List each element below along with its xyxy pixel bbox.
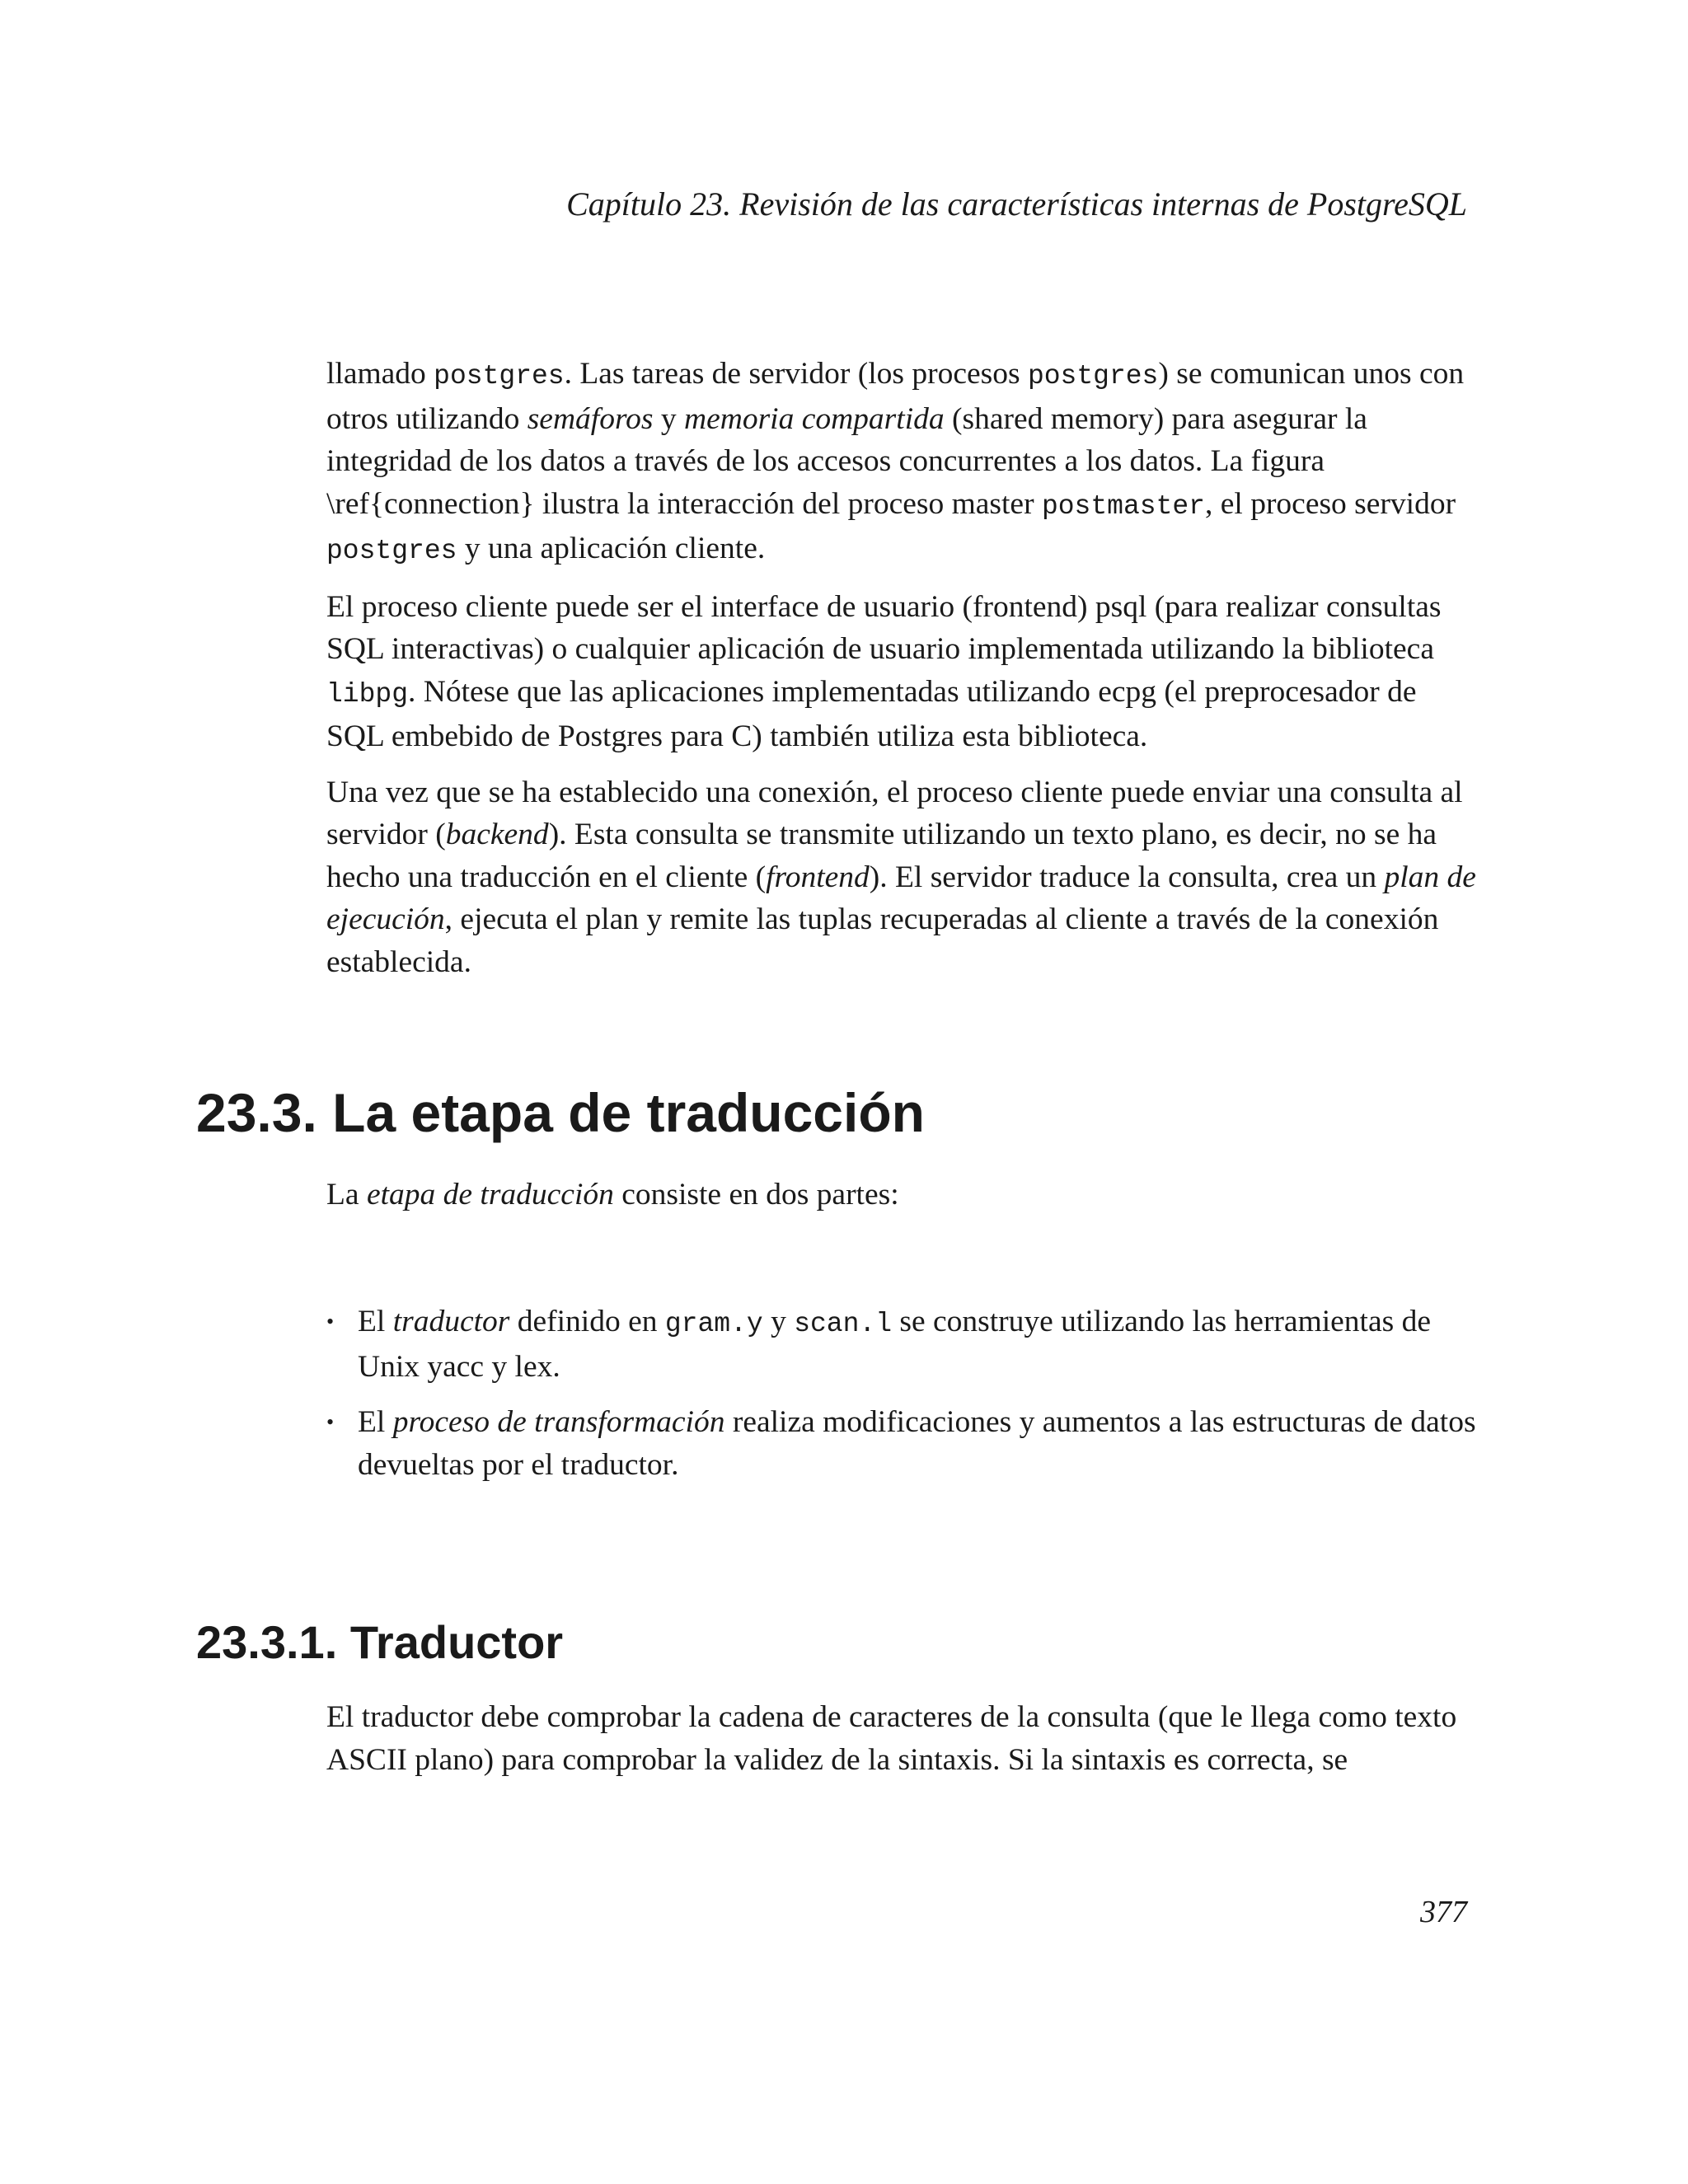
code-gram-y: gram.y [664,1309,763,1339]
bullet-list [326,1301,1480,1499]
list-item: • El traductor definido en gram.y y scan.l se construye utilizando las herramientas de Unix yacc y lex. [326,1301,1480,1388]
code-postgres: postgres [434,361,565,391]
code-postgres: postgres [1027,361,1159,391]
running-header: Capítulo 23. Revisión de las características internas de PostgreSQL [566,185,1467,223]
code-postmaster: postmaster [1041,490,1205,522]
term-semaforos: semáforos [527,401,654,436]
paragraph-client-process: El proceso cliente puede ser el interface de usuario (frontend) psql (para realizar consultas SQL interactivas) o cualquier aplicación de usuario implementada utilizando la biblioteca libpg. Nótese que las aplicaciones implementadas utilizando ecpg (el preprocesador de SQL embebido de Postgres para C) también utiliza esta biblioteca. [326,589,1442,753]
bullet-icon: • [326,1310,335,1333]
paragraph-traductor: El traductor debe comprobar la cadena de caracteres de la consulta (que le llega como texto ASCII plano) para comprobar la validez de la sintaxis. Si la sintaxis es correcta, se [326,1700,1457,1777]
term-etapa-de-traduccion: etapa de traducción [366,1178,614,1212]
term-backend: backend [445,818,549,851]
term-traductor: traductor [392,1305,510,1338]
term-proceso-de-transformacion: proceso de transformación [392,1405,725,1439]
section-intro [326,1174,1480,1216]
paragraph-connection: Una vez que se ha establecido una conexión, el proceso cliente puede enviar una consulta al servidor (backend). Esta consulta se transmite utilizando un texto plano, es decir, no se ha hecho una traducción en el cliente (frontend). El servidor traduce la consulta, crea un plan de ejecución, ejecuta el plan y remite las tuplas recuperadas al cliente a través de la conexión establecida. [326,775,1476,979]
subsection-heading: 23.3.1. Traductor [196,1616,564,1668]
term-frontend: frontend [766,860,870,894]
intro-text [326,353,1480,983]
paragraph-etapa-intro: La etapa de traducción consiste en dos partes: [326,1178,899,1212]
section-heading: 23.3. La etapa de traducción [196,1082,925,1143]
term-memoria-compartida: memoria compartida [684,401,945,436]
page-number: 377 [1420,1895,1467,1929]
list-item: • El proceso de transformación realiza modificaciones y aumentos a las estructuras de datos devueltas por el traductor. [326,1401,1480,1486]
code-libpg: libpg [326,678,409,710]
term-plan-de-ejecucion: plan de ejecución [326,860,1476,936]
bullet-icon: • [326,1410,335,1434]
subsection-text [326,1696,1480,1781]
paragraph-postgres-processes: llamado postgres. Las tareas de servidor (los procesos postgres) se comunican unos con otros utilizando semáforos y memoria compartida (shared memory) para asegurar la integridad de los datos a través de los accesos concurrentes a los datos. La figura \ref{connection} ilustra la interacción del proceso master postmaster, el proceso servidor postgres y una aplicación cliente. [326,357,1465,566]
code-scan-l: scan.l [794,1309,893,1339]
code-postgres: postgres [326,536,457,566]
